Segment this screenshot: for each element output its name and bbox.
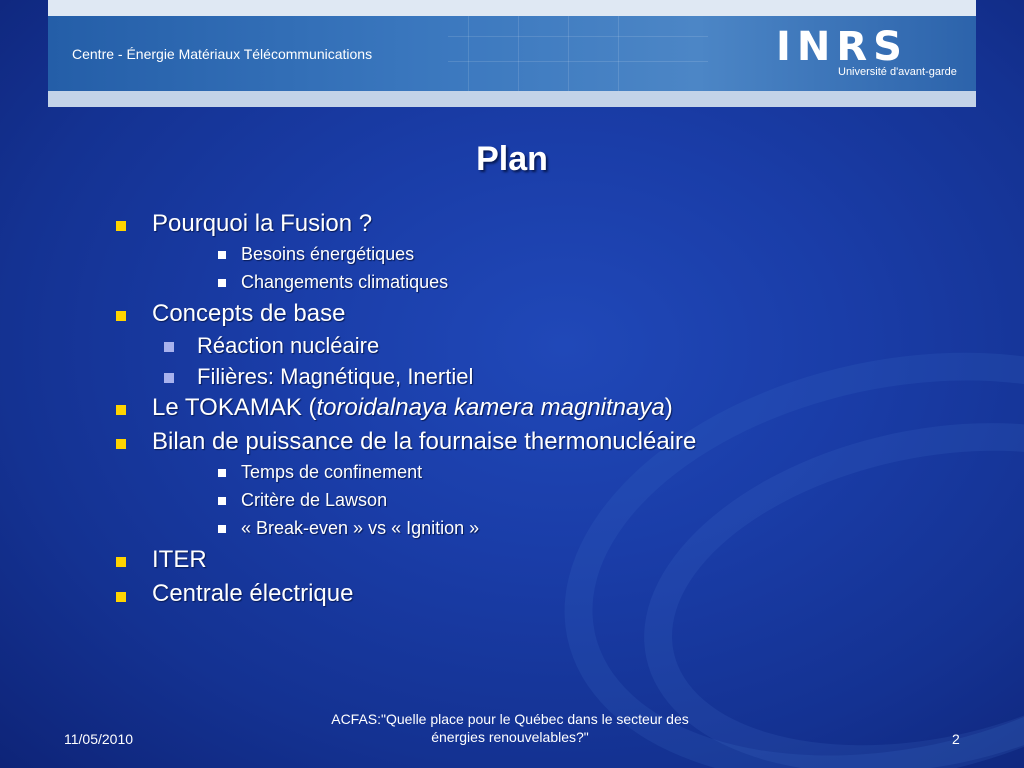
list-item: Critère de Lawson xyxy=(241,490,388,510)
list-item: Filières: Magnétique, Inertiel xyxy=(197,364,474,389)
banner-blue-band xyxy=(48,16,976,91)
centre-title: Centre - Énergie Matériaux Télécommunications xyxy=(72,46,373,62)
bullet-icon xyxy=(218,497,226,505)
list-item: Concepts de base xyxy=(152,300,346,327)
list-item: « Break-even » vs « Ignition » xyxy=(241,518,480,538)
list-item: Réaction nucléaire xyxy=(197,333,380,358)
bullet-icon xyxy=(116,557,126,567)
list-item-tokamak xyxy=(152,394,673,422)
bullet-icon xyxy=(164,342,174,352)
page-number: 2 xyxy=(952,731,960,747)
bullet-icon xyxy=(116,592,126,602)
logo-subtitle: Université d'avant-garde xyxy=(838,66,957,78)
list-item-italic-text: toroidalnaya kamera magnitnaya xyxy=(316,394,665,421)
list-item: Besoins énergétiques xyxy=(241,244,415,264)
bullet-icon xyxy=(218,279,226,287)
list-item: Changements climatiques xyxy=(241,272,449,292)
list-item-text: Le TOKAMAK ( xyxy=(152,394,317,421)
bullet-icon xyxy=(164,373,174,383)
list-item: Pourquoi la Fusion ? xyxy=(152,210,373,237)
list-item: Bilan de puissance de la fournaise thermonucléaire xyxy=(152,428,697,455)
bullet-icon xyxy=(218,525,226,533)
banner-bottom-strip xyxy=(48,91,976,107)
footer-date: 11/05/2010 xyxy=(64,731,134,747)
bullet-icon xyxy=(116,221,126,231)
list-item: Temps de confinement xyxy=(241,462,423,482)
footer-caption-line: ACFAS:"Quelle place pour le Québec dans le secteur des xyxy=(331,711,689,727)
bullet-icon xyxy=(116,439,126,449)
bullet-icon xyxy=(218,469,226,477)
logo-text: INRS xyxy=(776,24,908,70)
footer-caption-line: énergies renouvelables?" xyxy=(431,729,589,745)
slide-title: Plan xyxy=(476,140,548,178)
bullet-icon xyxy=(116,311,126,321)
banner-top-strip xyxy=(48,0,976,16)
list-item: ITER xyxy=(152,546,207,573)
inrs-logo xyxy=(776,24,976,84)
header-banner xyxy=(48,0,976,107)
bullet-icon xyxy=(116,405,126,415)
list-item-text: ) xyxy=(664,394,673,421)
list-item: Centrale électrique xyxy=(152,580,354,607)
footer-caption xyxy=(250,710,770,746)
bullet-icon xyxy=(218,251,226,259)
